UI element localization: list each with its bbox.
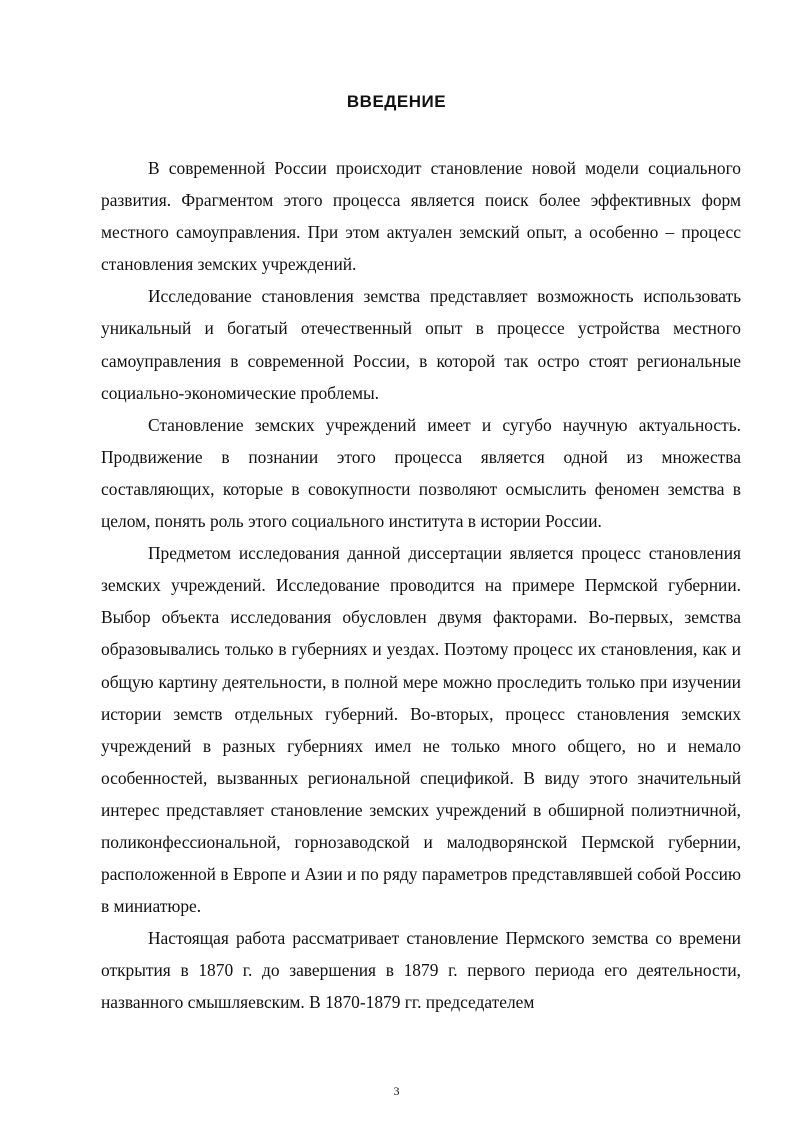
page-number: 3 — [393, 1084, 400, 1098]
paragraph-2: Исследование становления земства представляет возможность использовать уникальный и богатый отечественный опыт в процессе устройства местного самоуправления в современной России, в которой так остро стоят региональные социально-экономические проблемы. — [101, 286, 741, 403]
document-body — [101, 152, 741, 1019]
document-title: ВВЕДЕНИЕ — [346, 92, 447, 111]
paragraph-4: Предметом исследования данной диссертации является процесс становления земских учреждений. Исследование проводится на примере Пермской губернии. Выбор объекта исследования обусловлен двумя факторами. Во-первых, земства образовывались только в губерниях и уездах. Поэтому процесс их становления, как и общую картину деятельности, в полной мере можно проследить только при изучении истории земств отдельных губерний. Во-вторых, процесс становления земских учреждений в разных губерниях имел не только много общего, но и немало особенностей, вызванных региональной спецификой. В виду этого значительный интерес представляет становление земских учреждений в обширной полиэтничной, поликонфессиональной, горнозаводской и малодворянской Пермской губернии, расположенной в Европе и Азии и по ряду параметров представлявшей собой Россию в миниатюре. — [101, 543, 741, 917]
paragraph-3: Становление земских учреждений имеет и сугубо научную актуальность. Продвижение в познании этого процесса является одной из множества составляющих, которые в совокупности позволяют осмыслить феномен земства в целом, понять роль этого социального института в истории России. — [101, 414, 741, 532]
paragraph-5: Настоящая работа рассматривает становление Пермского земства со времени открытия в 1870 г. до завершения в 1879 г. первого периода его деятельности, названного смышляевским. В 1870-1879 гг. председателем — [101, 928, 741, 1013]
paragraph-1: В современной России происходит становление новой модели социального развития. Фрагментом этого процесса является поиск более эффективных форм местного самоуправления. При этом актуален земский опыт, а особенно – процесс становления земских учреждений. — [101, 158, 741, 275]
